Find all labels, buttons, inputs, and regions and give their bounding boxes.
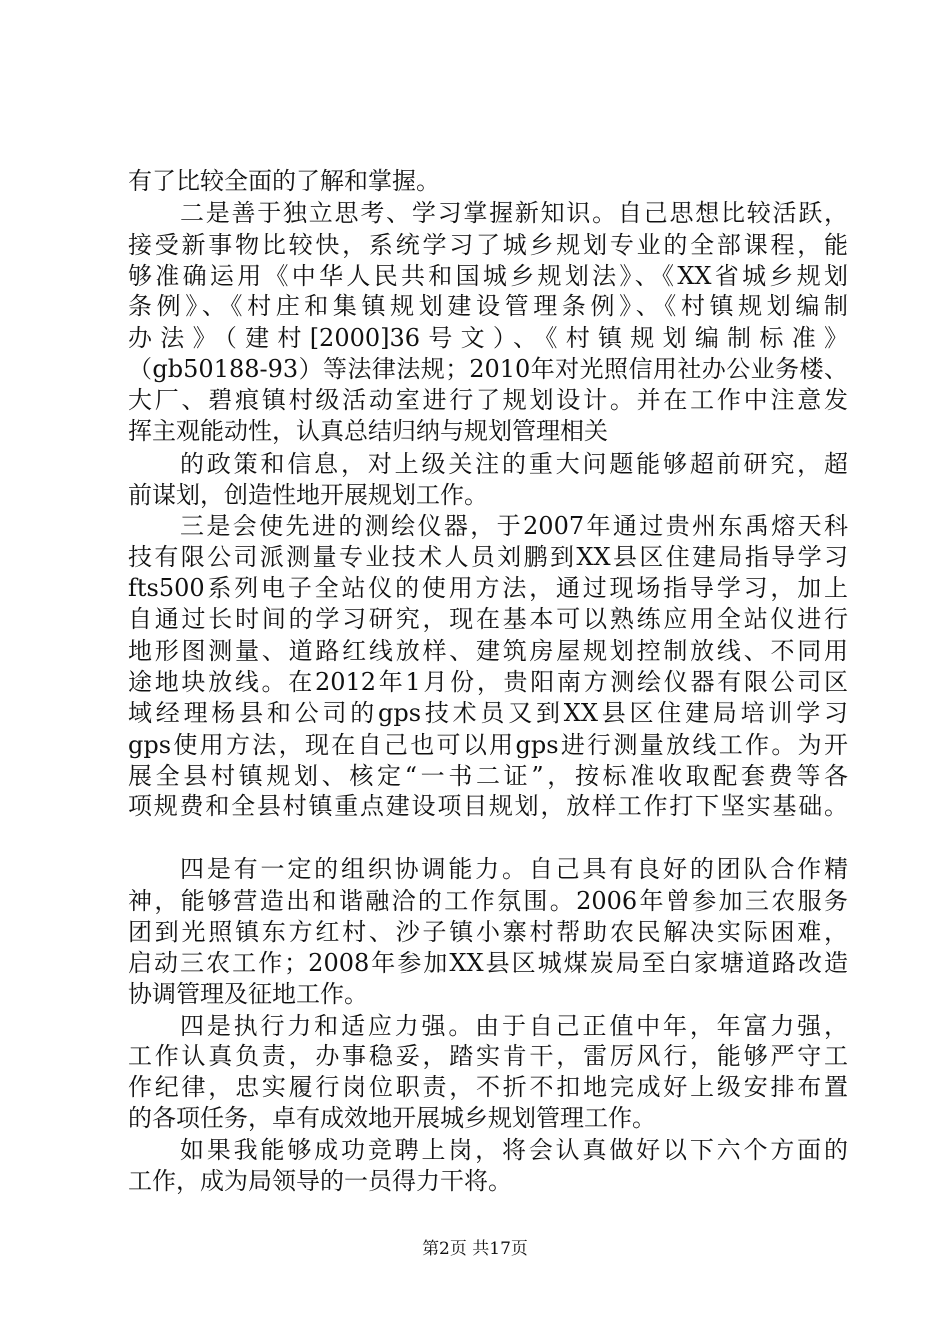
text-line: 二是善于独立思考、学习掌握新知识。自己思想比较活跃， <box>180 199 848 227</box>
text-line: 项规费和全县村镇重点建设项目规划，放样工作打下坚实基础。 <box>128 792 848 820</box>
text-line: 团到光照镇东方红村、沙子镇小寨村帮助农民解决实际困难， <box>128 918 848 946</box>
text-line: 有了比较全面的了解和掌握。 <box>128 167 440 195</box>
text-line: 条例》、《村庄和集镇规划建设管理条例》、《村镇规划编制 <box>128 292 848 320</box>
text-line: 挥主观能动性，认真总结归纳与规划管理相关 <box>128 417 608 445</box>
text-line: 域经理杨县和公司的gps技术员又到XX县区住建局培训学习 <box>128 699 848 727</box>
text-line: 够准确运用《中华人民共和国城乡规划法》、《XX省城乡规划 <box>128 262 848 290</box>
text-line: 三是会使先进的测绘仪器，于2007年通过贵州东禹熔天科 <box>180 512 848 540</box>
page-footer: 第2页 共17页 <box>422 1239 528 1259</box>
text-line: 地形图测量、道路红线放样、建筑房屋规划控制放线、不同用 <box>128 637 848 665</box>
text-line: fts500系列电子全站仪的使用方法，通过现场指导学习，加上 <box>128 574 848 602</box>
text-line: 的政策和信息，对上级关注的重大问题能够超前研究，超 <box>180 450 848 478</box>
text-line: 途地块放线。在2012年1月份，贵阳南方测绘仪器有限公司区 <box>128 668 848 696</box>
text-line: 大厂、碧痕镇村级活动室进行了规划设计。并在工作中注意发 <box>128 386 848 414</box>
text-line: 四是执行力和适应力强。由于自己正值中年，年富力强， <box>180 1012 848 1040</box>
text-line: 展全县村镇规划、核定“一书二证”，按标准收取配套费等各 <box>128 762 848 790</box>
text-line: 的各项任务，卓有成效地开展城乡规划管理工作。 <box>128 1104 656 1132</box>
text-line: 接受新事物比较快，系统学习了城乡规划专业的全部课程，能 <box>128 231 848 259</box>
text-line: 工作认真负责，办事稳妥，踏实肯干，雷厉风行，能够严守工 <box>128 1042 848 1070</box>
text-line: 办法》（建村[2000]36号文）、《村镇规划编制标准》 <box>128 324 848 352</box>
text-line: 协调管理及征地工作。 <box>128 980 368 1008</box>
text-line: 工作，成为局领导的一员得力干将。 <box>128 1167 512 1195</box>
text-line: 四是有一定的组织协调能力。自己具有良好的团队合作精 <box>180 855 848 883</box>
text-line: 如果我能够成功竞聘上岗，将会认真做好以下六个方面的 <box>180 1136 848 1164</box>
text-line: 启动三农工作；2008年参加XX县区城煤炭局至白家塘道路改造 <box>128 949 848 977</box>
text-line: 神，能够营造出和谐融洽的工作氛围。2006年曾参加三农服务 <box>128 887 848 915</box>
text-line: 自通过长时间的学习研究，现在基本可以熟练应用全站仪进行 <box>128 605 848 633</box>
text-line: gps使用方法，现在自己也可以用gps进行测量放线工作。为开 <box>128 731 848 759</box>
text-line: 作纪律，忠实履行岗位职责，不折不扣地完成好上级安排布置 <box>128 1073 848 1101</box>
text-line: 前谋划，创造性地开展规划工作。 <box>128 481 488 509</box>
text-line: （gb50188-93）等法律法规；2010年对光照信用社办公业务楼、 <box>128 355 848 383</box>
text-line: 技有限公司派测量专业技术人员刘鹏到XX县区住建局指导学习 <box>128 543 848 571</box>
